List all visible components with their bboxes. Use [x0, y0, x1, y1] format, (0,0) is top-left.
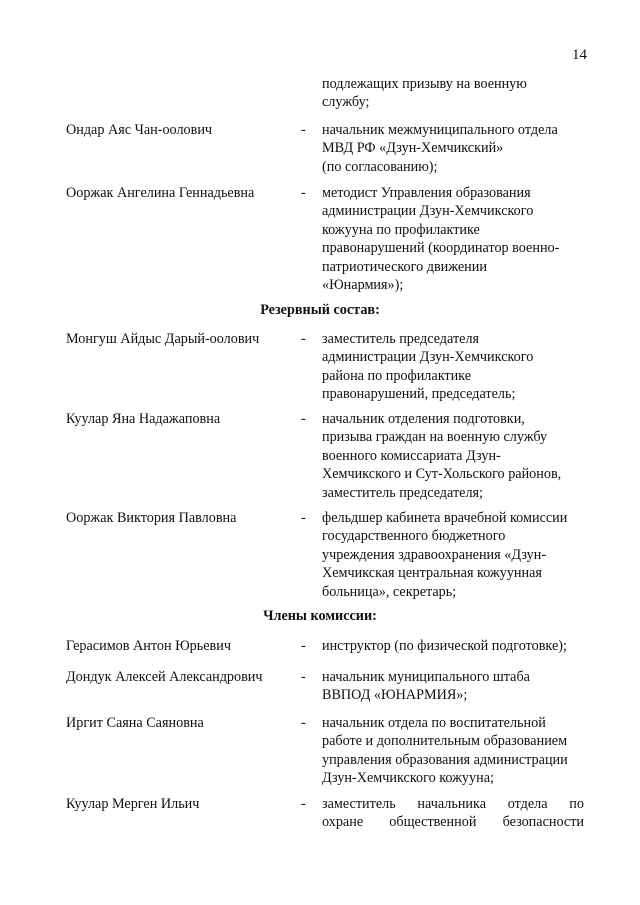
description-line: начальник отделения подготовки,: [322, 411, 525, 427]
description-line: Дзун-Хемчикского кожууна;: [322, 770, 494, 787]
entry-dash: -: [301, 669, 306, 685]
entry-dash: -: [301, 331, 306, 347]
description-line: патриотического движении: [322, 258, 487, 275]
reserve-section-heading: Резервный состав:: [260, 302, 380, 318]
description-line: ВВПОД «ЮНАРМИЯ»;: [322, 687, 468, 704]
member-name: Ондар Аяс Чан-оолович: [66, 122, 213, 138]
description-line: МВД РФ «Дзун-Хемчикский»: [322, 140, 504, 157]
description-line: управления образования администрации: [322, 751, 568, 768]
member-name: Ооржак Виктория Павловна: [66, 510, 237, 526]
description-line: заместитель председателя: [322, 331, 480, 347]
member-description: [322, 330, 584, 404]
member-name: Куулар Мерген Ильич: [66, 796, 200, 812]
description-line: заместитель начальника отдела по: [322, 796, 584, 812]
member-name: Герасимов Антон Юрьевич: [66, 638, 231, 654]
description-line: инструктор (по физической подготовке);: [322, 638, 567, 654]
entry-dash: -: [301, 411, 306, 427]
member-description: [322, 509, 584, 601]
commission-section-heading: Члены комиссии:: [263, 608, 377, 624]
description-line: фельдшер кабинета врачебной комиссии: [322, 510, 568, 526]
description-line: охране общественной безопасности: [322, 814, 584, 831]
description-line: администрации Дзун-Хемчикского: [322, 349, 534, 366]
description-line: «Юнармия»);: [322, 277, 404, 294]
description-line: правонарушений, председатель;: [322, 386, 516, 403]
description-line: заместитель председателя;: [322, 484, 484, 501]
member-description: [322, 795, 584, 832]
entry-dash: -: [301, 715, 306, 731]
member-name: Иргит Саяна Саяновна: [66, 715, 204, 731]
member-description: [322, 121, 584, 176]
entry-dash: -: [301, 122, 306, 138]
description-line: начальник отдела по воспитательной: [322, 715, 546, 731]
description-line: Хемчикского и Сут-Хольского районов,: [322, 466, 562, 483]
member-description: [322, 75, 584, 112]
entry-dash: -: [301, 796, 306, 812]
description-line: начальник межмуниципального отдела: [322, 122, 558, 138]
member-name: Куулар Яна Надажаповна: [66, 411, 221, 427]
entry-dash: -: [301, 638, 306, 654]
description-line: службу;: [322, 94, 370, 111]
description-line: Хемчикская центральная кожуунная: [322, 565, 542, 582]
entry-dash: -: [301, 185, 306, 201]
description-line: работе и дополнительным образованием: [322, 733, 568, 750]
member-name: Монгуш Айдыс Дарый-оолович: [66, 331, 260, 347]
description-line: кожууна по профилактике: [322, 221, 480, 238]
description-line: администрации Дзун-Хемчикского: [322, 203, 534, 220]
member-name: Дондук Алексей Александрович: [66, 669, 263, 685]
member-name: Ооржак Ангелина Геннадьевна: [66, 185, 255, 201]
description-line: больница», секретарь;: [322, 583, 457, 600]
entry-dash: -: [301, 510, 306, 526]
page-number: 14: [572, 47, 587, 63]
description-line: военного комиссариата Дзун-: [322, 447, 501, 464]
member-description: [322, 637, 584, 655]
member-description: [322, 184, 584, 294]
member-description: [322, 668, 584, 705]
description-line: правонарушений (координатор военно-: [322, 240, 560, 257]
description-line: государственного бюджетного: [322, 528, 506, 545]
description-line: (по согласованию);: [322, 158, 438, 175]
description-line: начальник муниципального штаба: [322, 669, 530, 685]
member-description: [322, 410, 584, 502]
member-description: [322, 714, 584, 788]
description-line: призыва граждан на военную службу: [322, 429, 548, 446]
description-line: подлежащих призыву на военную: [322, 76, 527, 92]
description-line: учреждения здравоохранения «Дзун-: [322, 546, 547, 563]
description-line: района по профилактике: [322, 367, 472, 384]
description-line: методист Управления образования: [322, 185, 531, 201]
